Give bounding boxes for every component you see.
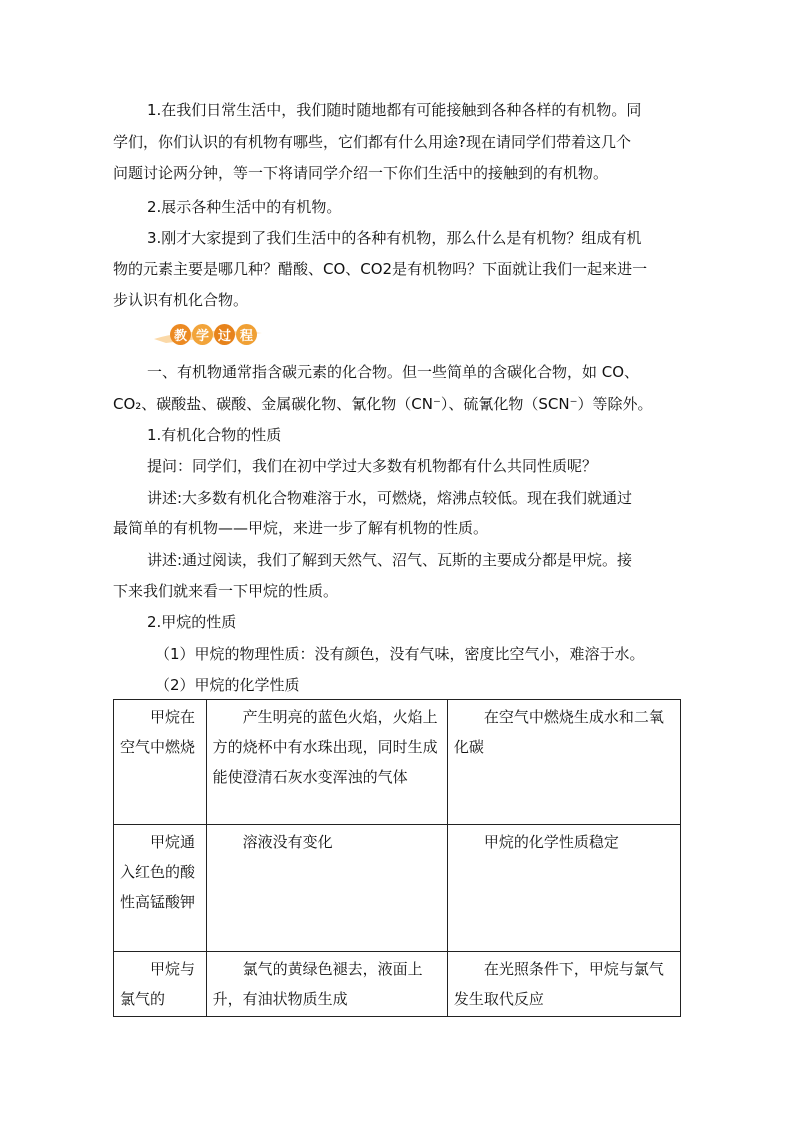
intro-paragraph-1-line-3: 问题讨论两分钟，等一下将请同学介绍一下你们生活中的接触到的有机物。 <box>113 164 609 182</box>
methane-properties-table <box>113 699 681 1017</box>
table-cell-experiment: 甲烷与氯气的 <box>114 952 207 1017</box>
table-cell-phenomenon: 溶液没有变化 <box>206 825 447 952</box>
process-narration-1-line-2: 最简单的有机物——甲烷，来进一步了解有机物的性质。 <box>113 519 489 537</box>
table-cell-conclusion: 甲烷的化学性质稳定 <box>447 825 680 952</box>
process-heading-1: 1.有机化合物的性质 <box>147 426 282 444</box>
table-cell-conclusion: 在光照条件下，甲烷与氯气发生取代反应 <box>447 952 680 1017</box>
table-cell-experiment: 甲烷在空气中燃烧 <box>114 700 207 825</box>
physical-properties-line: （1）甲烷的物理性质：没有颜色，没有气味，密度比空气小，难溶于水。 <box>155 645 645 663</box>
intro-paragraph-3-line-3: 步认识有机化合物。 <box>113 291 249 309</box>
intro-paragraph-3-line-1: 3.刚才大家提到了我们生活中的各种有机物，那么什么是有机物？组成有机 <box>147 229 642 247</box>
table-cell-phenomenon: 产生明亮的蓝色火焰，火焰上方的烧杯中有水珠出现，同时生成能使澄清石灰水变浑浊的气体 <box>206 700 447 825</box>
table-cell-conclusion: 在空气中燃烧生成水和二氧化碳 <box>447 700 680 825</box>
process-heading-2: 2.甲烷的性质 <box>147 613 237 631</box>
banner-char-1: 教 <box>170 324 191 345</box>
table-cell-phenomenon: 氯气的黄绿色褪去，液面上升，有油状物质生成 <box>206 952 447 1017</box>
banner-char-2: 学 <box>192 324 213 345</box>
banner-char-4: 程 <box>236 324 257 345</box>
process-line-2: CO₂、碳酸盐、碳酸、金属碳化物、氰化物（CN⁻）、硫氰化物（SCN⁻）等除外。 <box>113 395 653 413</box>
intro-paragraph-2: 2.展示各种生活中的有机物。 <box>147 198 342 216</box>
banner-char-3: 过 <box>214 324 235 345</box>
intro-paragraph-3-line-2: 物的元素主要是哪几种？醋酸、CO、CO2是有机物吗？下面就让我们一起来进一 <box>113 260 648 278</box>
process-narration-1-line-1: 讲述:大多数有机化合物难溶于水，可燃烧，熔沸点较低。现在我们就通过 <box>147 489 633 507</box>
table-row <box>114 952 681 1017</box>
table-cell-experiment: 甲烷通入红色的酸性高锰酸钾 <box>114 825 207 952</box>
process-narration-2-line-1: 讲述:通过阅读，我们了解到天然气、沼气、瓦斯的主要成分都是甲烷。接 <box>147 551 633 569</box>
section-banner-teaching-process <box>152 321 264 347</box>
table-row <box>114 825 681 952</box>
process-question: 提问：同学们，我们在初中学过大多数有机物都有什么共同性质呢？ <box>147 457 598 475</box>
intro-paragraph-1-line-2: 学们，你们认识的有机物有哪些，它们都有什么用途?现在请同学们带着这几个 <box>113 133 631 151</box>
table-row <box>114 700 681 825</box>
process-narration-2-line-2: 下来我们就来看一下甲烷的性质。 <box>113 582 339 600</box>
chemical-properties-heading: （2）甲烷的化学性质 <box>155 676 300 694</box>
process-line-1: 一、有机物通常指含碳元素的化合物。但一些简单的含碳化合物，如 CO、 <box>147 363 640 381</box>
intro-paragraph-1-line-1: 1.在我们日常生活中，我们随时随地都有可能接触到各种各样的有机物。同 <box>147 101 642 119</box>
